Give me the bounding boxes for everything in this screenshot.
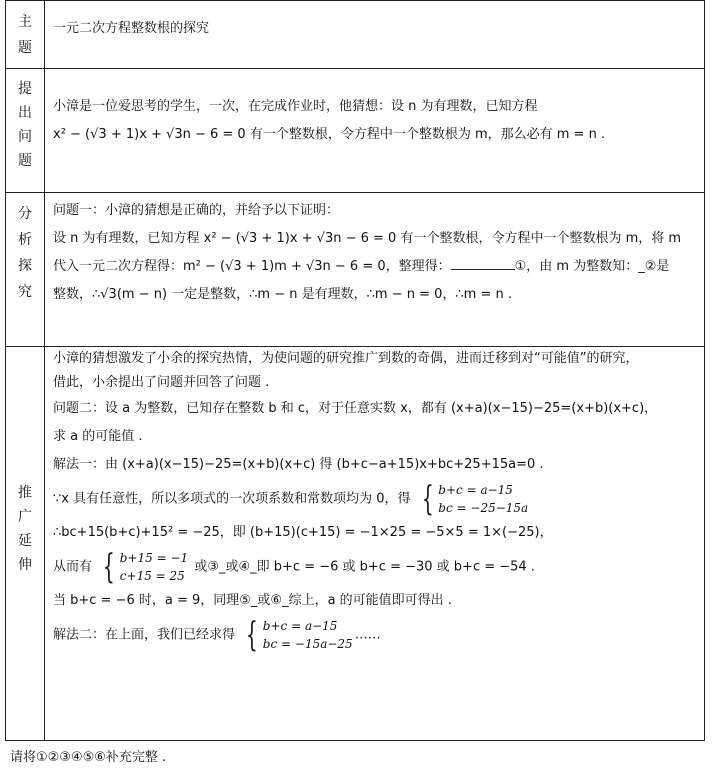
content-analysis [45,193,705,347]
ext-p6-text: ∵x 具有任意性，所以多项式的一次项系数和常数项均为 0，得 [53,491,411,507]
row-topic [6,1,705,69]
analysis-line-3b: ①，由 m 为整数知：_②是 [514,259,670,274]
ext-p6 [45,479,704,519]
analysis-line-4: 整数，∴√3(m − n) 一定是整数，∴m − n 是有理数，∴m − n = 0，∴m = n . [53,287,512,302]
ext-p8 [45,547,704,587]
analysis-line-3a: 代入一元二次方程得：m² − (√3 + 1)m + √3n − 6 = 0，整理得： [53,259,451,274]
ext-p9: 当 b+c = −6 时，a = 9，同理⑤_或⑥_综上，a 的可能值即可得出 . [53,593,452,608]
system-3-row-1: b+c = a−15 [262,619,338,633]
system-2 [98,549,188,585]
ext-p4: 求 a 的可能值 . [53,429,143,444]
analysis-line-3 [45,253,704,281]
worksheet-table [5,0,705,741]
ext-p10-tail: …… [354,627,381,643]
ext-p10-text: 解法二：在上面，我们已经求得 [53,627,236,643]
label-question: 提出问题 [18,81,32,169]
system-2-row-1: b+15 = −1 [119,551,189,565]
ext-p5: 解法一：由 (x+a)(x−15)−25=(x+b)(x+c) 得 (b+c−a+15)x+bc+25+15a=0 . [53,457,544,472]
ext-p2: 借此，小余提出了问题并回答了问题 . [53,375,270,390]
brace-icon: { [246,615,258,655]
ext-p7: ∴bc+15(b+c)+15² = −25，即 (b+15)(c+15) = −1×25 = −5×5 = 1×(−25)， [53,525,553,540]
brace-icon: { [421,479,434,519]
system-2-row-2: c+15 = 25 [119,569,185,583]
label-extension: 推广延伸 [18,485,32,573]
question-line-2: x² − (√3 + 1)x + √3n − 6 = 0 有一个整数根，令方程中一个整数根为 m，那么必有 m = n . [53,127,606,142]
footer-instruction: 请将①②③④⑤⑥补充完整 . [10,750,167,765]
ext-p10 [45,615,704,655]
system-1-row-1: b+c = a−15 [438,483,513,497]
topic-text: 一元二次方程整数根的探究 [53,21,210,36]
analysis-line-2: 设 n 为有理数，已知方程 x² − (√3 + 1)x + √3n − 6 = 0 有一个整数根，令方程中一个整数根为 m，将 m [53,231,682,246]
brace-icon: { [103,547,115,587]
system-3 [241,617,353,653]
blank-1 [451,257,515,270]
content-extension [45,347,705,741]
analysis-line-1: 问题一：小漳的猜想是正确的，并给予以下证明： [53,203,340,218]
system-1-row-2: bc = −25−15a [438,501,529,515]
system-1 [417,481,529,517]
label-cell-topic [6,1,45,69]
question-line-1: 小漳是一位爱思考的学生，一次，在完成作业时，他猜想：设 n 为有理数，已知方程 [53,99,538,114]
row-analysis [6,193,705,347]
ext-p8b: 或③_或④_即 b+c = −6 或 b+c = −30 或 b+c = −54 . [194,559,535,575]
ext-p3: 问题二：设 a 为整数，已知存在整数 b 和 c，对于任意实数 x，都有 (x+a)(x−15)−25=(x+b)(x+c)， [53,401,658,416]
row-extension [6,347,705,741]
ext-p1: 小漳的猜想激发了小余的探究热情，为使问题的研究推广到数的奇偶，进而迁移到对“可能值”的研究， [53,351,639,366]
label-cell-question [6,69,45,193]
content-topic [45,1,705,69]
label-topic: 主题 [18,14,32,56]
label-analysis: 分析探究 [18,206,32,300]
label-cell-analysis [6,193,45,347]
ext-p8a: 从而有 [53,559,93,575]
label-cell-extension [6,347,45,741]
system-3-row-2: bc = −15a−25 [262,637,353,651]
row-question [6,69,705,193]
content-question [45,69,705,193]
